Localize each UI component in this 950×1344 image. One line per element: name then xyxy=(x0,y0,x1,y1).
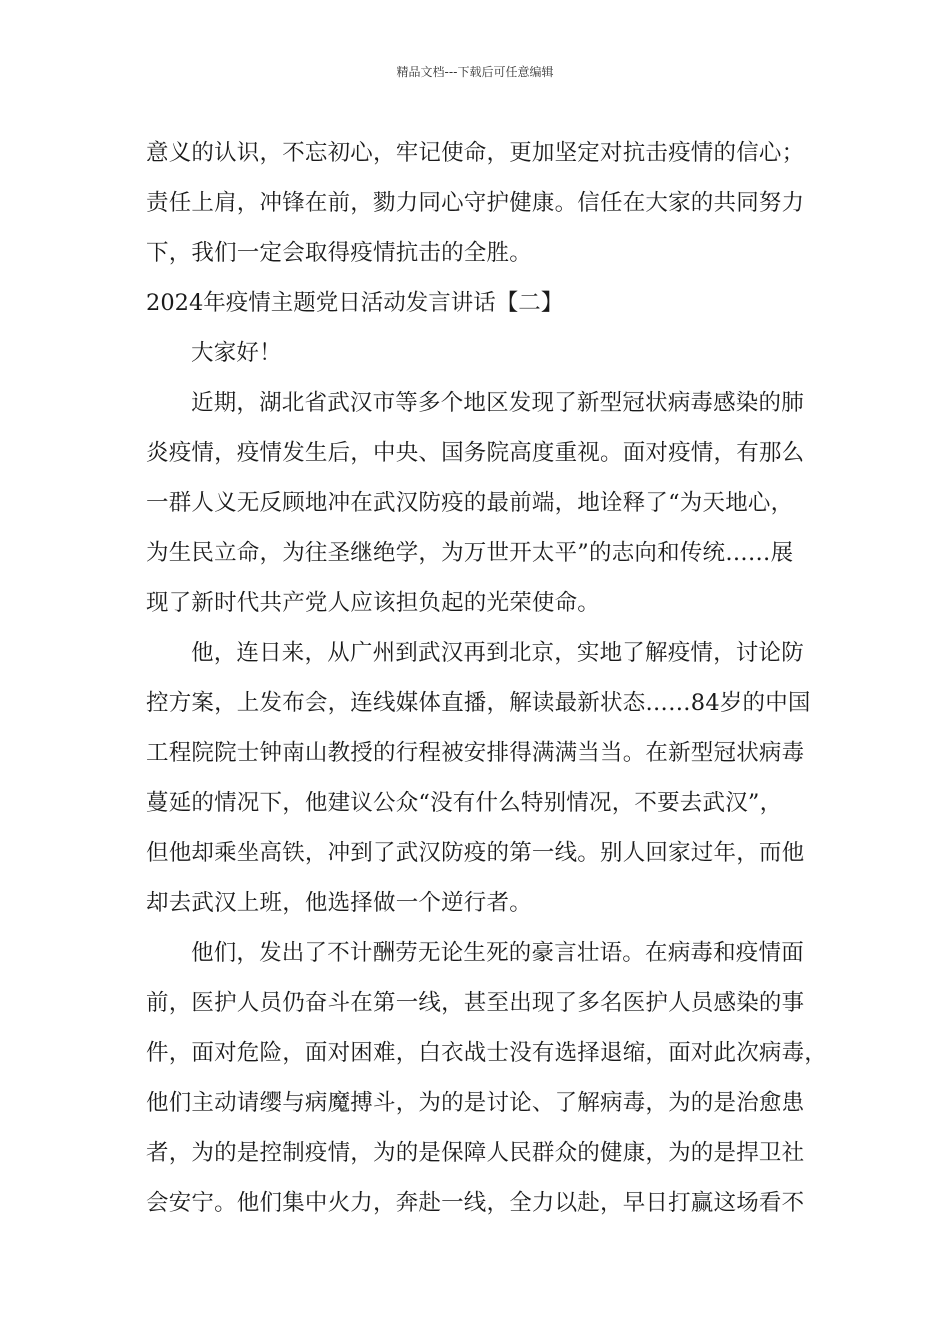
text-line: 为生民立命，为往圣继绝学，为万世开太平”的志向和传统……展 xyxy=(146,540,794,566)
text-line: 蔓延的情况下，他建议公众“没有什么特别情况，不要去武汉”， xyxy=(146,790,783,816)
text-line: 责任上肩，冲锋在前，勠力同心守护健康。信任在大家的共同努力 xyxy=(146,190,805,216)
text-line: 工程院院士钟南山教授的行程被安排得满满当当。在新型冠状病毒 xyxy=(146,740,805,766)
text-line: 但他却乘坐高铁，冲到了武汉防疫的第一线。别人回家过年，而他 xyxy=(146,840,805,866)
text-line: 会安宁。他们集中火力，奔赴一线，全力以赴，早日打赢这场看不 xyxy=(146,1190,805,1216)
text-line: 炎疫情，疫情发生后，中央、国务院高度重视。面对疫情，有那么 xyxy=(146,440,805,466)
text-line: 大家好！ xyxy=(191,340,282,366)
text-line: 现了新时代共产党人应该担负起的光荣使命。 xyxy=(146,590,601,616)
text-line: 控方案，上发布会，连线媒体直播，解读最新状态……84岁的中国 xyxy=(146,690,811,716)
text-line: 近期，湖北省武汉市等多个地区发现了新型冠状病毒感染的肺 xyxy=(191,390,804,416)
document-body xyxy=(146,128,826,1228)
text-line: 意义的认识，不忘初心，牢记使命，更加坚定对抗击疫情的信心； xyxy=(146,140,805,166)
section-heading: 2024年疫情主题党日活动发言讲话【二】 xyxy=(146,290,564,316)
page-header: 精品文档---下载后可任意编辑 xyxy=(396,65,554,79)
text-line: 下，我们一定会取得疫情抗击的全胜。 xyxy=(146,240,532,266)
text-line: 一群人义无反顾地冲在武汉防疫的最前端，地诠释了“为天地心， xyxy=(146,490,794,516)
text-line: 却去武汉上班，他选择做一个逆行者。 xyxy=(146,890,532,916)
text-line: 他，连日来，从广州到武汉再到北京，实地了解疫情，讨论防 xyxy=(191,640,804,666)
text-line: 者，为的是控制疫情，为的是保障人民群众的健康，为的是捍卫社 xyxy=(146,1140,805,1166)
text-line: 件，面对危险，面对困难，白衣战士没有选择退缩，面对此次病毒， xyxy=(146,1040,828,1066)
text-line: 他们，发出了不计酬劳无论生死的豪言壮语。在病毒和疫情面 xyxy=(191,940,804,966)
text-line: 前，医护人员仍奋斗在第一线，甚至出现了多名医护人员感染的事 xyxy=(146,990,805,1016)
text-line: 他们主动请缨与病魔搏斗，为的是讨论、了解病毒，为的是治愈患 xyxy=(146,1090,805,1116)
